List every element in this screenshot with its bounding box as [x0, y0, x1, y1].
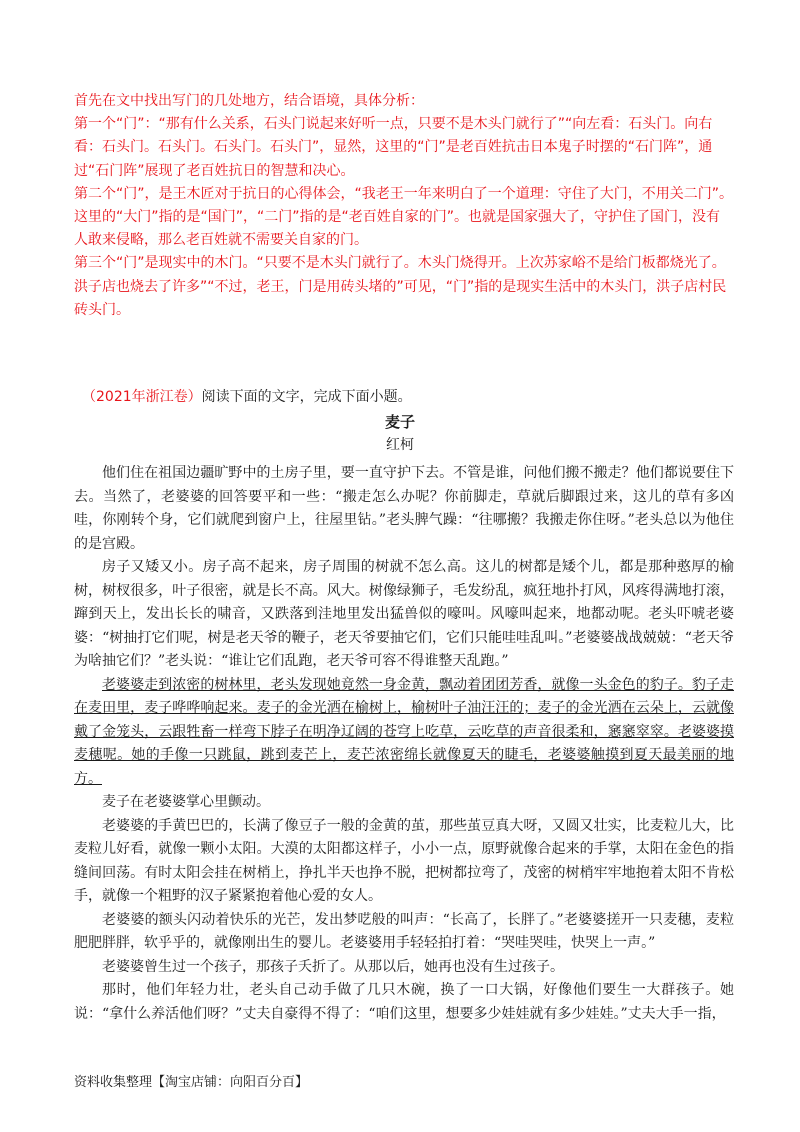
story-paragraph: 老婆婆曾生过一个孩子，那孩子夭折了。从那以后，她再也没有生过孩子。 [102, 958, 564, 975]
story-paragraph: 老婆婆的手黄巴巴的，长满了像豆子一般的金黄的茧，那些茧豆真大呀，又圆又壮实，比麦粒儿大，比麦粒儿好看，就像一颗小太阳。大漠的太阳都这样子，小小一点，原野就像合起来的手掌，太阳在金色的指缝间回荡。有时太阳会挂在树梢上，挣扎半天也挣不脱，把树都拉弯了，茂密的树梢牢牢地抱着太阳不肯松手，就像一个粗野的汉子紧紧抱着他心爱的女人。 [74, 817, 734, 904]
story-paragraph: 那时，他们年轻力壮，老头自己动手做了几只木碗，换了一口大锅，好像他们要生一大群孩子。她说：“拿什么养活他们呀？”丈夫自豪得不得了：“咱们这里，想要多少娃娃就有多少娃娃。”丈夫大手一指， [74, 982, 734, 1022]
question-header [82, 386, 732, 408]
question-instruction: 阅读下面的文字，完成下面小题。 [201, 389, 412, 405]
answer-intro: 首先在文中找出写门的几处地方，结合语境，具体分析： [74, 93, 424, 109]
story-author: 红柯 [386, 437, 414, 453]
answer-door-1: 第一个“门”：“那有什么关系，石头门说起来好听一点，只要不是木头门就行了”“向左看：石头门。向右看：石头门。石头门。石头门。石头门”，显然，这里的“门”是老百姓抗击日本鬼子时摆的“石门阵”，通过“石门阵”展现了老百姓抗日的智慧和决心。 [74, 116, 713, 179]
story-paragraph-underlined [74, 674, 734, 792]
story-paragraph: 麦子在老婆婆掌心里颤动。 [102, 794, 270, 810]
underlined-passage: 老婆婆走到浓密的树林里，老头发现她竟然一身金黄，飘动着团团芳香，就像一头金色的豹子。豹子走在麦田里，麦子哗哗响起来。麦子的金光洒在榆树上，榆树叶子油汪汪的；麦子的金光洒在云朵上，云就像戴了金笼头，云跟牲畜一样弯下脖子在明净辽阔的苍穹上吃草，云吃草的声音很柔和，窸窸窣窣。老婆婆摸麦穗呢。她的手像一只跳鼠，跳到麦芒上，麦芒浓密绵长就像夏天的睫毛，老婆婆触摸到夏天最美丽的地方。 [74, 676, 734, 787]
page-footer: 资料收集整理【淘宝店铺：向阳百分百】 [74, 1075, 309, 1090]
story-paragraph: 他们住在祖国边疆旷野中的土房子里，要一直守护下去。不管是谁，问他们搬不搬走？他们都说要住下去。当然了，老婆婆的回答要平和一些：“搬走怎么办呢？你前脚走，草就后脚跟过来，这儿的草有多凶哇，你刚转个身，它们就爬到窗户上，往屋里钻。”老头脾气躁：“往哪搬？我搬走你住呀。”老头总以为他住的是宫殿。 [74, 465, 734, 552]
answer-door-2: 第二个“门”，是王木匠对于抗日的心得体会，“我老王一年来明白了一个道理：守住了大门，不用关二门”。这里的“大门”指的是“国门”，“二门”指的是“老百姓自家的门”。也就是国家强大了，守护住了国门，没有人敢来侵略，那么老百姓就不需要关自家的门。 [74, 185, 734, 249]
story-title: 麦子 [384, 413, 415, 431]
question-source: （2021年浙江卷） [82, 389, 202, 405]
story-paragraph: 老婆婆的额头闪动着快乐的光芒，发出梦呓般的叫声：“长高了，长胖了。”老婆婆搓开一只麦穗，麦粒肥肥胖胖，软乎乎的，就像刚出生的婴儿。老婆婆用手轻轻拍打着：“哭哇哭哇，快哭上一声。” [74, 911, 734, 951]
story-paragraph: 房子又矮又小。房子高不起来，房子周围的树就不怎么高。这儿的树都是矮个儿，都是那种憨厚的榆树，树杈很多，叶子很密，就是长不高。风大。树像绿狮子，毛发纷乱，疯狂地扑打风，风疼得满地打滚，蹿到天上，发出长长的啸音，又跌落到洼地里发出猛兽似的嚎叫。风嚎叫起来，地都动呢。老头吓唬老婆婆：“树抽打它们呢，树是老天爷的鞭子，老天爷要抽它们，它们只能哇哇乱叫。”老婆婆战战兢兢：“老天爷为啥抽它们？”老头说：“谁让它们乱跑，老天爷可容不得谁整天乱跑。” [74, 559, 734, 669]
answer-analysis [74, 90, 734, 322]
answer-door-3: 第三个“门”是现实中的木门。“只要不是木头门就行了。木头门烧得开。上次苏家峪不是给门板都烧光了。洪子店也烧去了许多”“不过，老王，门是用砖头堵的”可见，“门”指的是现实生活中的木头门，洪子店村民砖头门。 [74, 255, 727, 318]
story-body [74, 462, 734, 1026]
